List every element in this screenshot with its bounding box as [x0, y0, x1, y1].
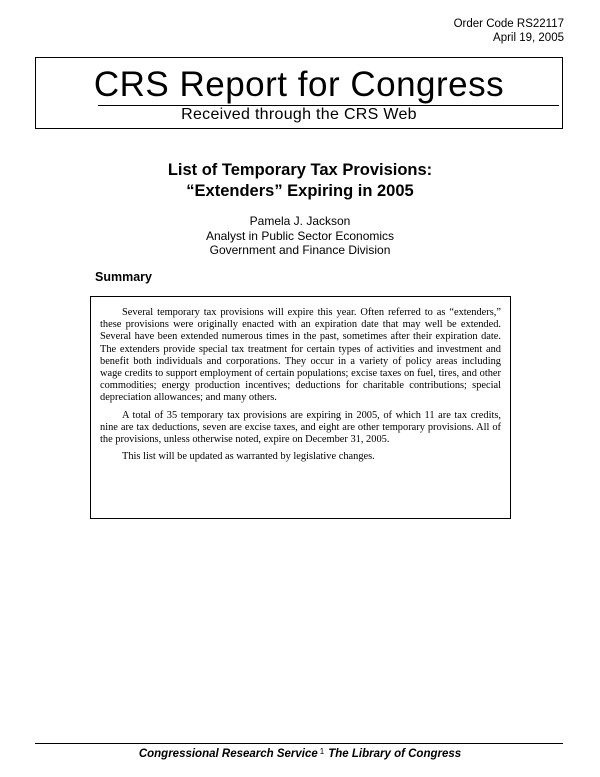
summary-paragraph: Several temporary tax provisions will expire this year. Often referred to as “extenders,” these provisions were originally enacted with an expiration date that may well be extended. Several have been extended numerous times in the past, sometimes after their expiration date. The extenders provide special tax treatment for certain types of activities and investment and benefit both individuals and corporations. They occur in a variety of policy areas including wage credits to support employment of certain populations; excise taxes on fuel, tires, and other commodities; energy production incentives; deductions for charitable contributions; special depreciation allowances; and many others. — [100, 307, 501, 404]
author-division: Government and Finance Division — [209, 243, 391, 257]
summary-paragraph: This list will be updated as warranted by legislative changes. — [122, 451, 375, 463]
summary-paragraph: A total of 35 temporary tax provisions are expiring in 2005, of which 11 are tax credits, nine are tax deductions, seven are excise taxes, and eight are other temporary provisions. All of the provisions, unless otherwise noted, expire on December 31, 2005. — [100, 409, 501, 446]
report-date: April 19, 2005 — [493, 32, 564, 44]
page-number: 1 — [319, 747, 325, 756]
footer-library: The Library of Congress — [328, 748, 462, 760]
report-title-line-1: List of Temporary Tax Provisions: — [167, 161, 433, 179]
order-code: Order Code RS22117 — [453, 18, 564, 30]
footer-publisher: Congressional Research Service — [138, 748, 318, 760]
footer-rule — [35, 743, 563, 744]
order-info — [454, 17, 564, 45]
author-block — [0, 214, 600, 258]
masthead-subtitle: Received through the CRS Web — [181, 106, 417, 123]
author-position: Analyst in Public Sector Economics — [205, 228, 395, 243]
masthead — [35, 57, 563, 129]
report-title-line-2: “Extenders” Expiring in 2005 — [186, 182, 414, 200]
page-footer — [0, 745, 600, 761]
masthead-title: CRS Report for Congress — [93, 65, 505, 104]
summary-box — [90, 296, 511, 519]
report-title — [0, 160, 600, 202]
summary-heading: Summary — [95, 270, 152, 284]
author-name: Pamela J. Jackson — [249, 214, 351, 228]
